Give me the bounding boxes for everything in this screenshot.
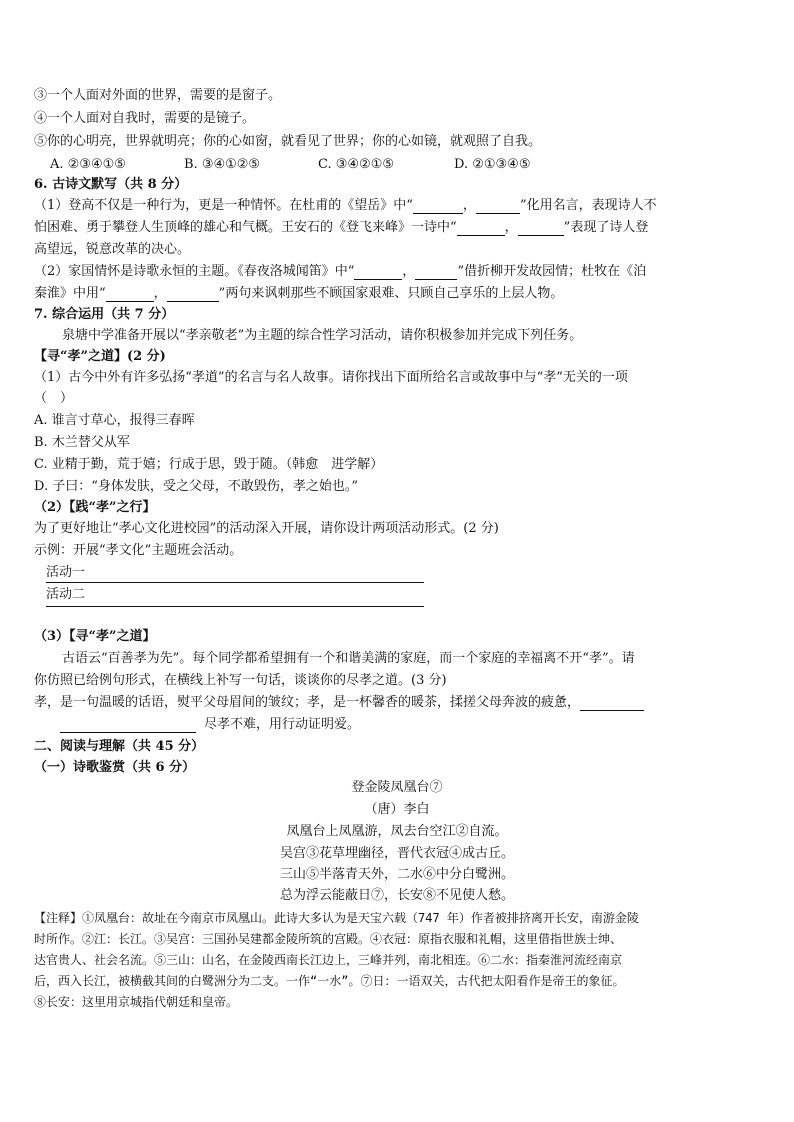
part2-title: 二、阅读与理解（共 45 分）	[34, 739, 205, 754]
answer-blank[interactable]	[415, 265, 457, 280]
q7-title: 7. 综合运用（共 7 分）	[34, 307, 175, 322]
sentence-4: ④一个人面对自我时，需要的是镜子。	[34, 111, 256, 126]
q7-s1-answer-paren[interactable]: （ ）	[34, 391, 74, 406]
q6-p1-line2: 怕困难、勇于攀登人生顶峰的雄心和气概。王安石的《登飞来峰》一诗中“ ， ”表现了诗人登	[34, 220, 649, 235]
activity-2-answer-line[interactable]	[46, 606, 424, 607]
q7-option-d: D. 子曰：“身体发肤，受之父母，不敢毁伤，孝之始也。”	[34, 479, 359, 494]
poem-title: 登金陵凤凰台⑦	[351, 780, 443, 795]
annotation-line-2: 时所作。②江：长江。③吴宫：三国孙吴建都金陵所筑的宫殿。④衣冠：原指衣服和礼帽，这里借指世族士绅、	[34, 932, 623, 946]
annotation-line-5: ⑧长安：这里用京城指代朝廷和皇帝。	[34, 995, 239, 1009]
q7-s3-line1: 古语云“百善孝为先”。每个同学都希望拥有一个和谐美满的家庭，而一个家庭的幸福离不开“孝”。请	[62, 651, 635, 666]
answer-blank[interactable]	[413, 199, 463, 214]
q7-s3-line4: 尽孝不难，用行动证明爱。	[60, 716, 360, 733]
poetry-section-title: （一）诗歌鉴赏（共 6 分）	[34, 760, 196, 775]
activity-1-answer-line[interactable]	[46, 582, 424, 583]
q7-s2-example: 示例：开展“孝文化”主题班会活动。	[34, 543, 243, 558]
answer-blank[interactable]	[476, 199, 520, 214]
annotation-line-1: 【注释】①凤凰台：故址在今南京市凤凰山。此诗大多认为是天宝六载（747 年）作者被排挤离开长安，南游金陵	[34, 911, 639, 925]
sentence-3: ③一个人面对外面的世界，需要的是窗子。	[34, 88, 282, 103]
q7-option-c: C. 业精于勤，荒于嬉；行成于思，毁于随。（韩愈 进学解）	[34, 457, 384, 472]
answer-options	[50, 156, 531, 173]
q7-s1-question: （1）古今中外有许多弘扬“孝道”的名言与名人故事。请你找出下面所给名言或故事中与“孝”无关的一项	[34, 370, 628, 385]
option-b: B. ③④①②⑤	[184, 157, 261, 172]
annotation-line-4: 后，西入长江，被横截其间的白鹭洲分为二支。一作“一水”。⑦日：一语双关，古代把太阳看作是帝王的象征。	[34, 974, 625, 988]
q7-section-3: （3）【寻“孝”之道】	[34, 629, 156, 644]
q6-p1-line1: （1）登高不仅是一种行为，更是一种情怀。在杜甫的《望岳》中“ ， ”化用名言，表现诗人不	[34, 198, 657, 213]
answer-blank[interactable]	[580, 696, 644, 711]
poem-line-1: 凤凰台上凤凰游，凤去台空江②自流。	[286, 824, 508, 839]
q7-s3-line2: 你仿照已给例句形式，在横线上补写一句话，谈谈你的尽孝之道。(3 分)	[34, 673, 447, 688]
sentence-5: ⑤你的心明亮，世界就明亮；你的心如窗，就看见了世界；你的心如镜，就观照了自我。	[34, 134, 542, 149]
option-d: D. ②①③④⑤	[454, 157, 531, 172]
poem-line-2: 吴宫③花草埋幽径，晋代衣冠④成古丘。	[279, 846, 514, 861]
answer-blank[interactable]	[167, 287, 219, 302]
q7-s3-line3: 孝，是一句温暖的话语，熨平父母眉间的皱纹；孝，是一杯馨香的暖茶，揉搓父母奔波的疲惫，	[34, 694, 644, 711]
q7-option-b: B. 木兰替父从军	[34, 435, 130, 450]
poem-author: （唐）李白	[364, 802, 430, 817]
q7-s2-question: 为了更好地让“孝心文化进校园”的活动深入开展，请你设计两项活动形式。(2 分)	[34, 521, 499, 536]
answer-blank[interactable]	[457, 221, 505, 236]
q6-p1-line3: 高望远，锐意改革的决心。	[34, 242, 191, 257]
activity-2-label: 活动二	[46, 587, 86, 602]
q6-p2-line1: （2）家国情怀是诗歌永恒的主题。《春夜洛城闻笛》中“ ， ”借折柳开发故园情；杜牧在《泊	[34, 264, 647, 279]
answer-blank[interactable]	[518, 221, 564, 236]
activity-1-label: 活动一	[46, 565, 86, 580]
q6-p2-line2: 秦淮》中用“ ， ”两句来讽刺那些不顾国家艰难、只顾自己享乐的上层人物。	[34, 286, 564, 301]
answer-blank[interactable]	[60, 718, 196, 733]
annotation-line-3: 达官贵人、社会名流。⑤三山：山名，在金陵西南长江边上，三峰并列，南北相连。⑥二水：指秦淮河流经南京	[34, 953, 623, 967]
q7-intro: 泉塘中学准备开展以“孝亲敬老”为主题的综合性学习活动，请你积极参加并完成下列任务。	[62, 328, 583, 343]
option-c: C. ③④②①⑤	[318, 157, 395, 172]
answer-blank[interactable]	[354, 265, 402, 280]
q6-title: 6. 古诗文默写（共 8 分）	[34, 177, 188, 192]
answer-blank[interactable]	[106, 287, 154, 302]
poem-line-4: 总为浮云能蔽日⑦，长安⑧不见使人愁。	[279, 888, 514, 903]
q7-section-1: 【寻“孝”之道】(2 分)	[34, 349, 166, 364]
q7-section-2: （2）【践“孝”之行】	[34, 500, 156, 515]
option-a: A. ②③④①⑤	[50, 157, 126, 172]
poem-line-3: 三山⑤半落青天外，二水⑥中分白鹭洲。	[279, 867, 514, 882]
q7-option-a: A. 谁言寸草心，报得三春晖	[34, 413, 195, 428]
